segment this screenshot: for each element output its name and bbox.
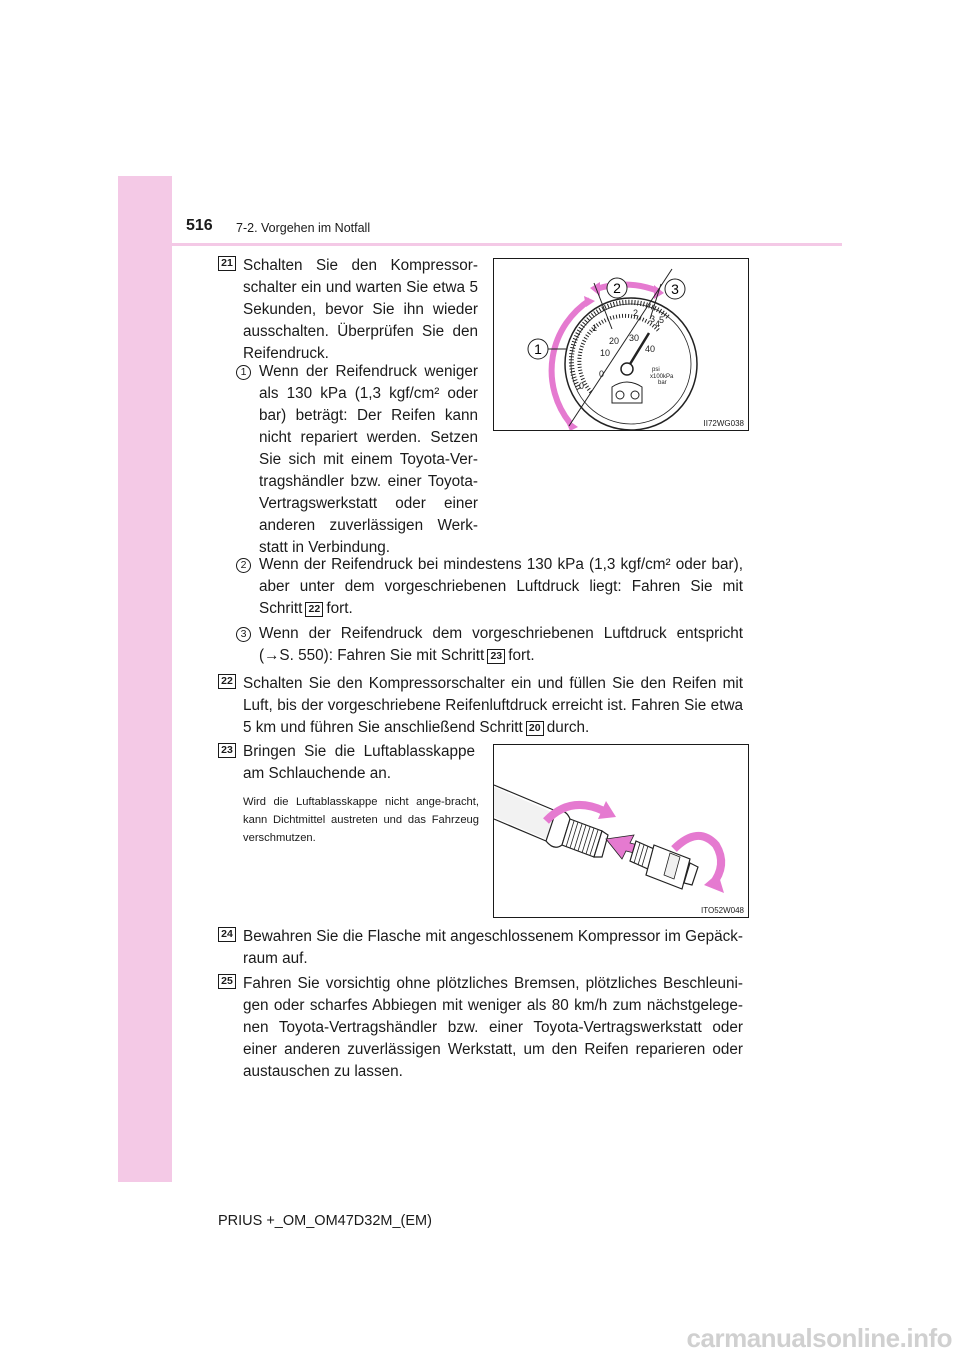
pressure-gauge-illustration	[494, 259, 749, 431]
watermark: carmanualsonline.info	[686, 1323, 952, 1353]
gauge-scale-inner-20: 20	[609, 336, 620, 346]
gauge-callout-1: 1	[534, 341, 542, 357]
step-ref-20[interactable]: 20	[526, 721, 544, 736]
gauge-scale-outer-1: 1	[592, 323, 598, 333]
figure-code: II72WG038	[703, 419, 744, 428]
step-ref-22[interactable]: 22	[305, 602, 323, 617]
gauge-scale-inner-10: 10	[600, 348, 611, 358]
gauge-scale-inner-0: 0	[599, 369, 605, 379]
gauge-unit-psi: psi	[652, 367, 660, 373]
step-badge-21: 21	[218, 256, 236, 271]
step-23-text: Bringen Sie die Luftablasskappe am Schlauchende an.	[243, 743, 475, 782]
footer-model-code: PRIUS +_OM_OM47D32M_(EM)	[218, 1213, 432, 1229]
figure-code: ITO52W048	[701, 906, 744, 915]
gauge-unit-kpa: x100kPa	[650, 374, 674, 380]
page-number: 516	[186, 217, 213, 234]
substep-3-text: Wenn der Reifendruck dem vorgeschriebenen Luftdruck entspricht (→S. 550): Fahren Sie mit Schritt 23 fort.	[259, 625, 743, 664]
step-ref-23[interactable]: 23	[487, 649, 505, 664]
gauge-scale-inner-40: 40	[645, 344, 656, 354]
gauge-scale-outer-2: 2	[633, 308, 639, 318]
step-22-text: Schalten Sie den Kompressorschalter ein und füllen Sie den Reifen mit Luft, bis der vorgeschriebene Reifenluftdruck erreicht ist. Fahren Sie etwa 5 km und führen Sie anschließend Schritt 20 durch.	[243, 675, 743, 736]
gauge-scale-outer-0: 0	[579, 381, 585, 391]
step-badge-25: 25	[218, 974, 236, 989]
substep-1-number: 1	[236, 365, 251, 380]
gauge-callout-3: 3	[671, 281, 679, 297]
air-release-cap-illustration	[494, 745, 749, 918]
substep-2-text: Wenn der Reifendruck bei mindestens 130 kPa (1,3 kgf/cm² oder bar), aber unter dem vorgeschriebenen Luftdruck liegt: Fahren Sie mit Schritt 22 fort.	[259, 556, 743, 617]
chapter-sidebar	[118, 176, 172, 1182]
air-release-cap-figure	[493, 744, 749, 918]
gauge-scale-inner-30: 30	[629, 333, 640, 343]
step-badge-22: 22	[218, 674, 236, 689]
gauge-scale-outer-3: 3	[650, 314, 656, 324]
step-21-text: Schalten Sie den Kompressor-schalter ein und warten Sie etwa 5 Sekunden, bevor Sie ihn wieder ausschalten. Überprüfen Sie den Reifendruck.	[243, 257, 478, 362]
step-25-text: Fahren Sie vorsichtig ohne plötzliches Bremsen, plötzliches Beschleuni-gen oder scharfes Abbiegen mit weniger als 80 km/h zum nächstgelege-nen Toyota-Vertragshändler bzw. einer Toyota-Vertragswerkstatt oder einer anderen zuverlässigen Werkstatt, um den Reifen reparieren oder austauschen zu lassen.	[243, 975, 743, 1080]
step-badge-24: 24	[218, 927, 236, 942]
gauge-unit-bar: bar	[658, 380, 667, 386]
step-badge-23: 23	[218, 743, 236, 758]
gauge-scale-outer-5: 5	[659, 315, 665, 325]
substep-2-number: 2	[236, 558, 251, 573]
step-23-note: Wird die Luftablasskappe nicht ange-bracht, kann Dichtmittel austreten und das Fahrzeug verschmutzen.	[243, 796, 479, 844]
gauge-callout-2: 2	[613, 280, 621, 296]
pressure-gauge-figure	[493, 258, 749, 431]
substep-1-text: Wenn der Reifendruck weniger als 130 kPa (1,3 kgf/cm² oder bar) beträgt: Der Reifen kann nicht repariert werden. Setzen Sie sich mit einem Toyota-Ver-tragshändler bzw. einer Toyota-Vertragswerkstatt oder einer anderen zuverlässigen Werk-statt in Verbindung.	[259, 363, 478, 556]
step-24-text: Bewahren Sie die Flasche mit angeschlossenem Kompressor im Gepäck-raum auf.	[243, 928, 743, 967]
header-rule	[172, 243, 842, 246]
substep-3-number: 3	[236, 627, 251, 642]
section-title: 7-2. Vorgehen im Notfall	[236, 221, 371, 235]
gauge-scale-outer-4: 4	[655, 319, 661, 329]
